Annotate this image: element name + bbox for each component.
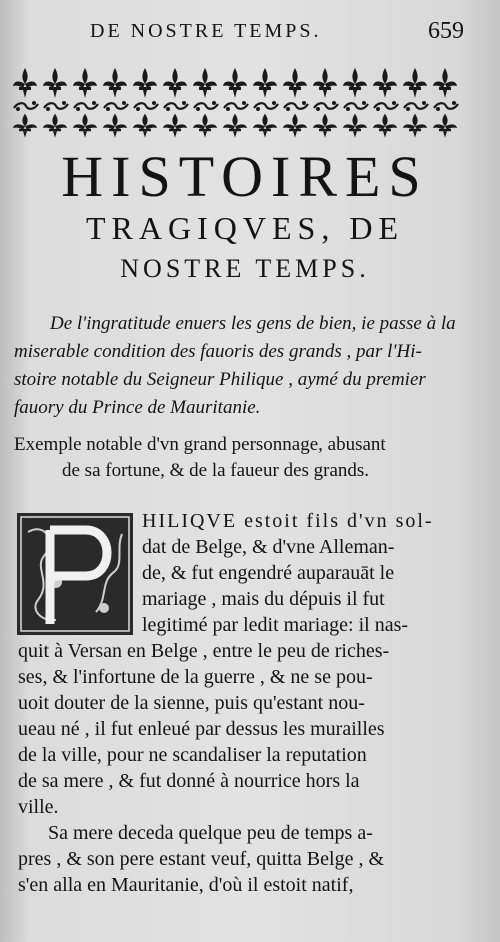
chapter-summary bbox=[14, 310, 474, 422]
body-line: ville. bbox=[18, 796, 59, 818]
body-line: dat de Belge, & d'vne Alleman- bbox=[142, 536, 395, 558]
summary-line: fauory du Prince de Mauritanie. bbox=[14, 397, 261, 418]
body-line: mariage , mais du dépuis il fut bbox=[142, 588, 385, 610]
body-line: de sa mere , & fut donné à nourrice hors la bbox=[18, 770, 360, 792]
body-line: quit à Versan en Belge , entre le peu de riches- bbox=[18, 640, 390, 662]
title-line-2: TRAGIQVES, DE bbox=[86, 210, 404, 246]
exemple-heading bbox=[14, 432, 476, 484]
body-line: s'en alla en Mauritanie, d'où il estoit natif, bbox=[18, 874, 354, 896]
exemple-line: de sa fortune, & de la faueur des grands. bbox=[62, 460, 370, 481]
page-number: 659 bbox=[428, 18, 464, 44]
exemple-line: Exemple notable d'vn grand personnage, abusant bbox=[14, 434, 386, 455]
summary-line: miserable condition des fauoris des grands , par l'Hi- bbox=[14, 341, 422, 362]
body-line: ses, & l'infortune de la guerre , & ne se pou- bbox=[18, 666, 373, 688]
summary-line: De l'ingratitude enuers les gens de bien, ie passe à la bbox=[50, 313, 456, 334]
body-line: legitimé par ledit mariage: il nas- bbox=[142, 614, 409, 636]
body-line: uoit douter de la sienne, puis qu'estant nou- bbox=[18, 692, 365, 714]
body-line: HILIQVE estoit fils d'vn sol- bbox=[142, 510, 434, 532]
fleuron-ornament-band bbox=[10, 66, 466, 138]
body-line: Sa mere deceda quelque peu de temps a- bbox=[48, 822, 373, 844]
summary-line: stoire notable du Seigneur Philique , aymé du premier bbox=[14, 369, 426, 390]
body-text bbox=[18, 508, 472, 898]
title-line-1: HISTOIRES bbox=[61, 144, 429, 209]
body-line: de la ville, pour ne scandaliser la reputation bbox=[18, 744, 367, 766]
title-line-3: NOSTRE TEMPS. bbox=[120, 254, 370, 283]
body-line: pres , & son pere estant veuf, quitta Belge , & bbox=[18, 848, 385, 870]
running-head: DE NOSTRE TEMPS. bbox=[90, 20, 322, 42]
body-line: de, & fut engendré auparauāt le bbox=[142, 562, 395, 584]
body-line: ueau né , il fut enleué par dessus les murailles bbox=[18, 718, 385, 740]
